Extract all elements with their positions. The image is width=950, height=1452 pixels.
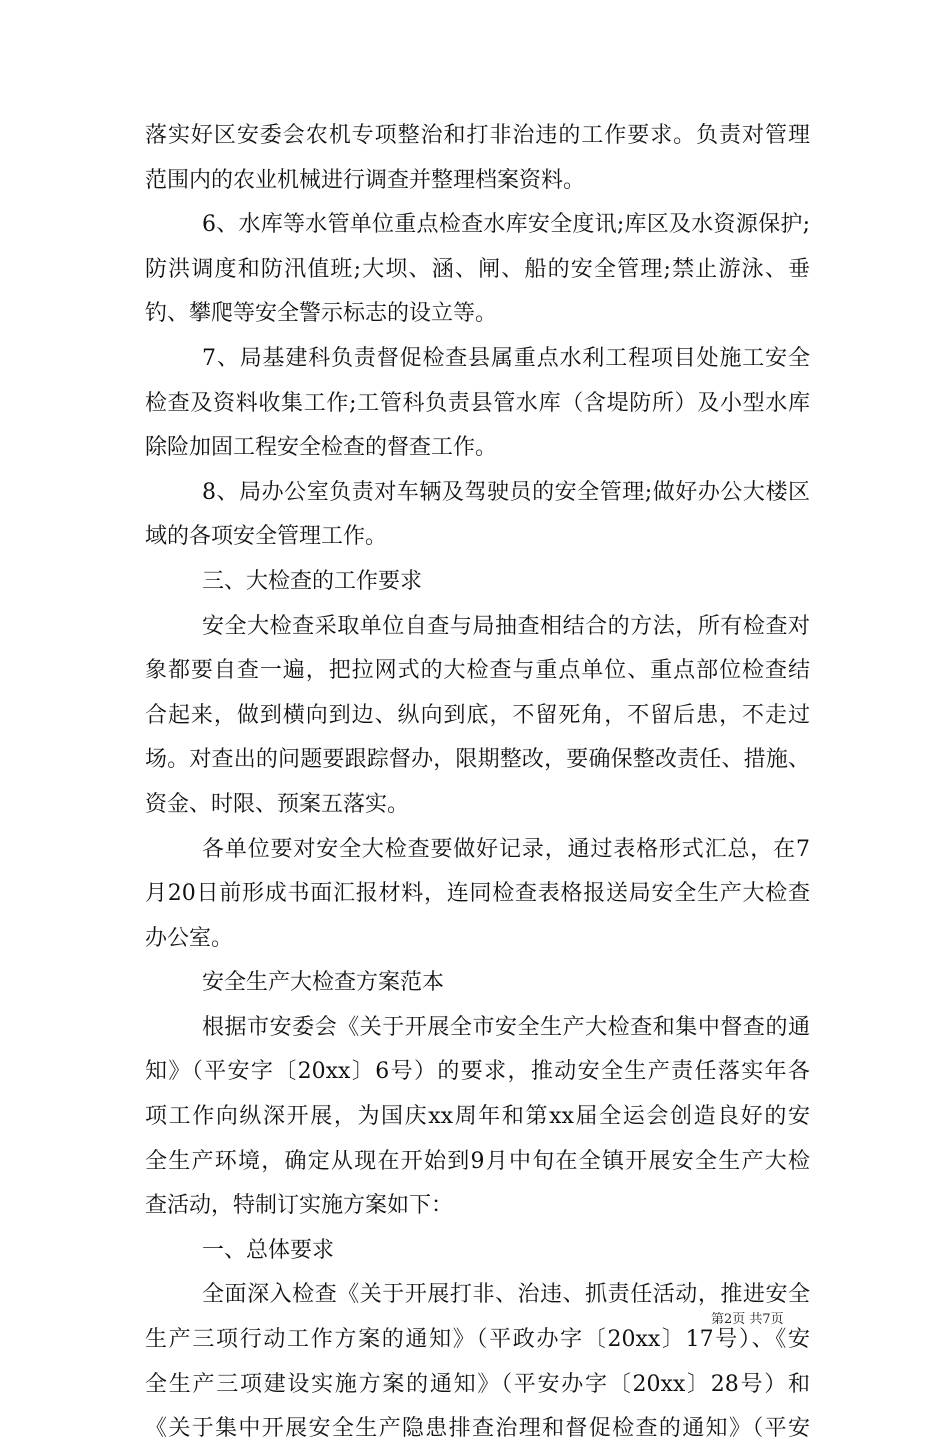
text-line: 全面深入检查《关于开展打非、治违、抓责任活动，推进安全 (202, 1282, 810, 1308)
text-line: 各单位要对安全大检查要做好记录，通过表格形式汇总，在7 (202, 836, 810, 862)
text-line: 场。对查出的问题要跟踪督办，限期整改，要确保整改责任、措施、 (145, 747, 810, 773)
text-line: 全生产三项建设实施方案的通知》（平安办字〔20xx〕28号）和 (145, 1371, 810, 1397)
text-line: 检查及资料收集工作;工管科负责县管水库（含堤防所）及小型水库 (145, 390, 810, 416)
text-line: 根据市安委会《关于开展全市安全生产大检查和集中督查的通 (202, 1014, 810, 1040)
text-line: 防洪调度和防汛值班;大坝、涵、闸、船的安全管理;禁止游泳、垂 (145, 256, 810, 282)
page-number-footer: 第2页 共7页 (711, 1312, 784, 1327)
text-line: 7、局基建科负责督促检查县属重点水利工程项目处施工安全 (202, 345, 810, 371)
text-line: 资金、时限、预案五落实。 (145, 791, 410, 817)
text-line: 安全生产大检查方案范本 (202, 970, 445, 996)
text-line: 月20日前形成书面汇报材料，连同检查表格报送局安全生产大检查 (145, 881, 810, 907)
text-line: 域的各项安全管理工作。 (145, 524, 388, 550)
text-line: 项工作向纵深开展，为国庆xx周年和第xx届全运会创造良好的安 (145, 1104, 810, 1130)
text-line: 三、大检查的工作要求 (202, 568, 423, 594)
text-line: 全生产环境，确定从现在开始到9月中旬在全镇开展安全生产大检 (145, 1148, 810, 1174)
text-line: 知》（平安字〔20xx〕6号）的要求，推动安全生产责任落实年各 (145, 1059, 810, 1085)
text-line: 合起来，做到横向到边、纵向到底，不留死角，不留后患，不走过 (145, 702, 810, 728)
text-line: 落实好区安委会农机专项整治和打非治违的工作要求。负责对管理 (145, 123, 810, 148)
text-line: 安全大检查采取单位自查与局抽查相结合的方法，所有检查对 (202, 613, 810, 639)
text-line: 一、总体要求 (202, 1237, 335, 1263)
text-line: 钓、攀爬等安全警示标志的设立等。 (145, 301, 498, 327)
text-line: 象都要自查一遍，把拉网式的大检查与重点单位、重点部位检查结 (145, 658, 810, 684)
text-line: 查活动，特制订实施方案如下： (145, 1193, 454, 1219)
text-line: 范围内的农业机械进行调查并整理档案资料。 (145, 167, 586, 193)
text-line: 《关于集中开展安全生产隐患排查治理和督促检查的通知》（平安 (145, 1416, 810, 1442)
text-line: 生产三项行动工作方案的通知》（平政办字〔20xx〕17号）、《安 (145, 1327, 810, 1353)
document-body (145, 114, 810, 1452)
text-line: 办公室。 (145, 925, 234, 951)
text-line: 6、水库等水管单位重点检查水库安全度讯;库区及水资源保护; (202, 212, 810, 238)
text-line: 8、局办公室负责对车辆及驾驶员的安全管理;做好办公大楼区 (202, 479, 810, 505)
text-line: 除险加固工程安全检查的督查工作。 (145, 435, 498, 461)
